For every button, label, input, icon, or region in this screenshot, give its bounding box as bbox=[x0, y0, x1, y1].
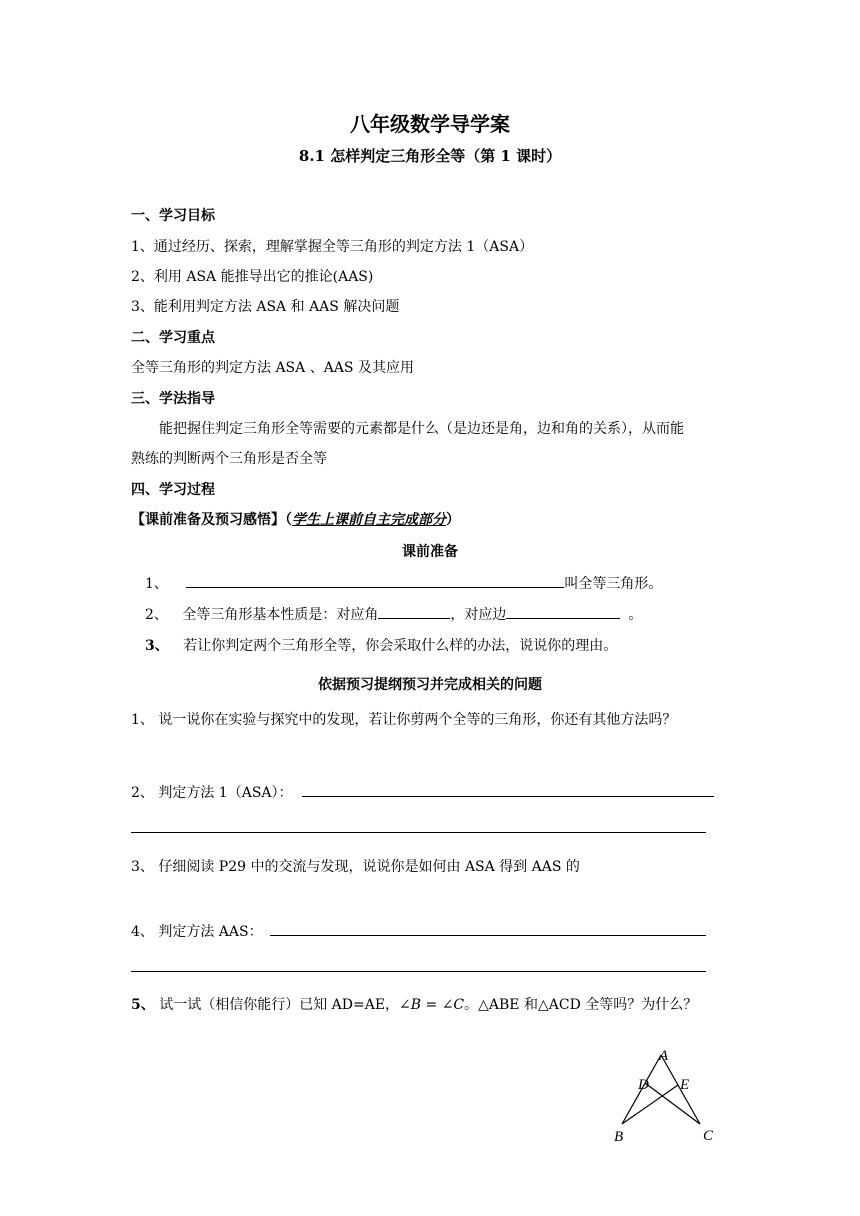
prep-q2-text-b: ，对应边 bbox=[450, 607, 507, 623]
prep-note-open: （ bbox=[285, 512, 292, 528]
prep-q1-text: 叫全等三角形。 bbox=[564, 576, 663, 592]
goal-item-3: 3、能利用判定方法 ASA 和 AAS 解决问题 bbox=[131, 299, 400, 315]
preview-q2-blank-line-1[interactable] bbox=[302, 796, 714, 797]
label-D: D bbox=[638, 1077, 649, 1093]
prep-question-2 bbox=[145, 604, 642, 624]
prep-q2-text-c: 。 bbox=[628, 607, 643, 623]
preview-q4-text: 4、 判定方法 AAS： bbox=[131, 924, 263, 940]
preview-q2-text: 2、 判定方法 1（ASA）： bbox=[131, 785, 293, 801]
section-heading-goals: 一、学习目标 bbox=[131, 208, 215, 224]
prep-bracket-title: 【课前准备及预习感悟】 bbox=[131, 512, 285, 528]
section-heading-focus: 二、学习重点 bbox=[131, 330, 215, 346]
prep-q1-blank[interactable] bbox=[186, 573, 564, 588]
label-C: C bbox=[703, 1128, 714, 1144]
prep-q2-num: 2、 bbox=[145, 607, 168, 623]
prep-q2-blank-angle[interactable] bbox=[378, 604, 450, 619]
label-B: B bbox=[614, 1129, 624, 1145]
preview-q2-blank-line-2[interactable] bbox=[131, 832, 706, 833]
prep-note-close: ） bbox=[446, 512, 460, 528]
preview-q4-blank-line-1[interactable] bbox=[270, 935, 706, 936]
prep-q1-num: 1、 bbox=[145, 576, 168, 592]
preview-question-4 bbox=[131, 921, 263, 941]
preview-question-3: 3、 仔细阅读 P29 中的交流与发现，说说你是如何由 ASA 得到 AAS 的 bbox=[131, 859, 580, 875]
preview-question-5 bbox=[131, 994, 697, 1014]
prep-q2-text-a: 全等三角形基本性质是：对应角 bbox=[182, 607, 379, 623]
preparation-heading: 课前准备 bbox=[402, 544, 458, 560]
prep-question-1 bbox=[145, 573, 662, 593]
prep-heading bbox=[131, 509, 460, 529]
prep-q3-text: 若让你判定两个三角形全等，你会采取什么样的办法，说说你的理由。 bbox=[183, 638, 618, 654]
triangle-figure bbox=[600, 1040, 730, 1150]
lesson-subtitle: 8.1 怎样判定三角形全等（第 1 课时） bbox=[298, 147, 562, 165]
prep-question-3 bbox=[145, 635, 617, 655]
section-heading-process: 四、学习过程 bbox=[131, 482, 215, 498]
preview-question-2 bbox=[131, 782, 293, 802]
label-E: E bbox=[680, 1077, 690, 1093]
goal-item-1: 1、通过经历、探索，理解掌握全等三角形的判定方法 1（ASA） bbox=[131, 239, 534, 255]
prep-q2-blank-side[interactable] bbox=[506, 604, 620, 619]
preview-question-1: 1、 说一说你在实验与探究中的发现，若让你剪两个全等的三角形，你还有其他方法吗？ bbox=[131, 712, 677, 728]
page-title: 八年级数学导学案 bbox=[350, 112, 510, 136]
preview-heading: 依据预习提纲预习并完成相关的问题 bbox=[318, 677, 542, 693]
method-text-line-1: 能把握住判定三角形全等需要的元素都是什么（是边还是角，边和角的关系），从而能 bbox=[159, 421, 684, 437]
preview-q5-math: ∠B = ∠C bbox=[399, 997, 465, 1013]
preview-q5-num: 5、 bbox=[131, 997, 155, 1013]
label-A: A bbox=[659, 1048, 669, 1064]
goal-item-2: 2、利用 ASA 能推导出它的推论(AAS) bbox=[131, 269, 374, 285]
segment-BE bbox=[622, 1085, 678, 1124]
preview-q5-text-b: 。△ABE 和△ACD 全等吗？为什么？ bbox=[464, 997, 698, 1013]
preview-q5-text-a: 试一试（相信你能行）已知 AD=AE， bbox=[154, 997, 400, 1013]
preview-q4-blank-line-2[interactable] bbox=[131, 971, 706, 972]
prep-q3-num: 3、 bbox=[145, 638, 169, 654]
method-text-line-2: 熟练的判断两个三角形是否全等 bbox=[131, 451, 327, 467]
section-heading-method: 三、学法指导 bbox=[131, 391, 215, 407]
focus-text: 全等三角形的判定方法 ASA 、AAS 及其应用 bbox=[131, 360, 414, 376]
prep-note: 学生上课前自主完成部分 bbox=[292, 512, 446, 528]
